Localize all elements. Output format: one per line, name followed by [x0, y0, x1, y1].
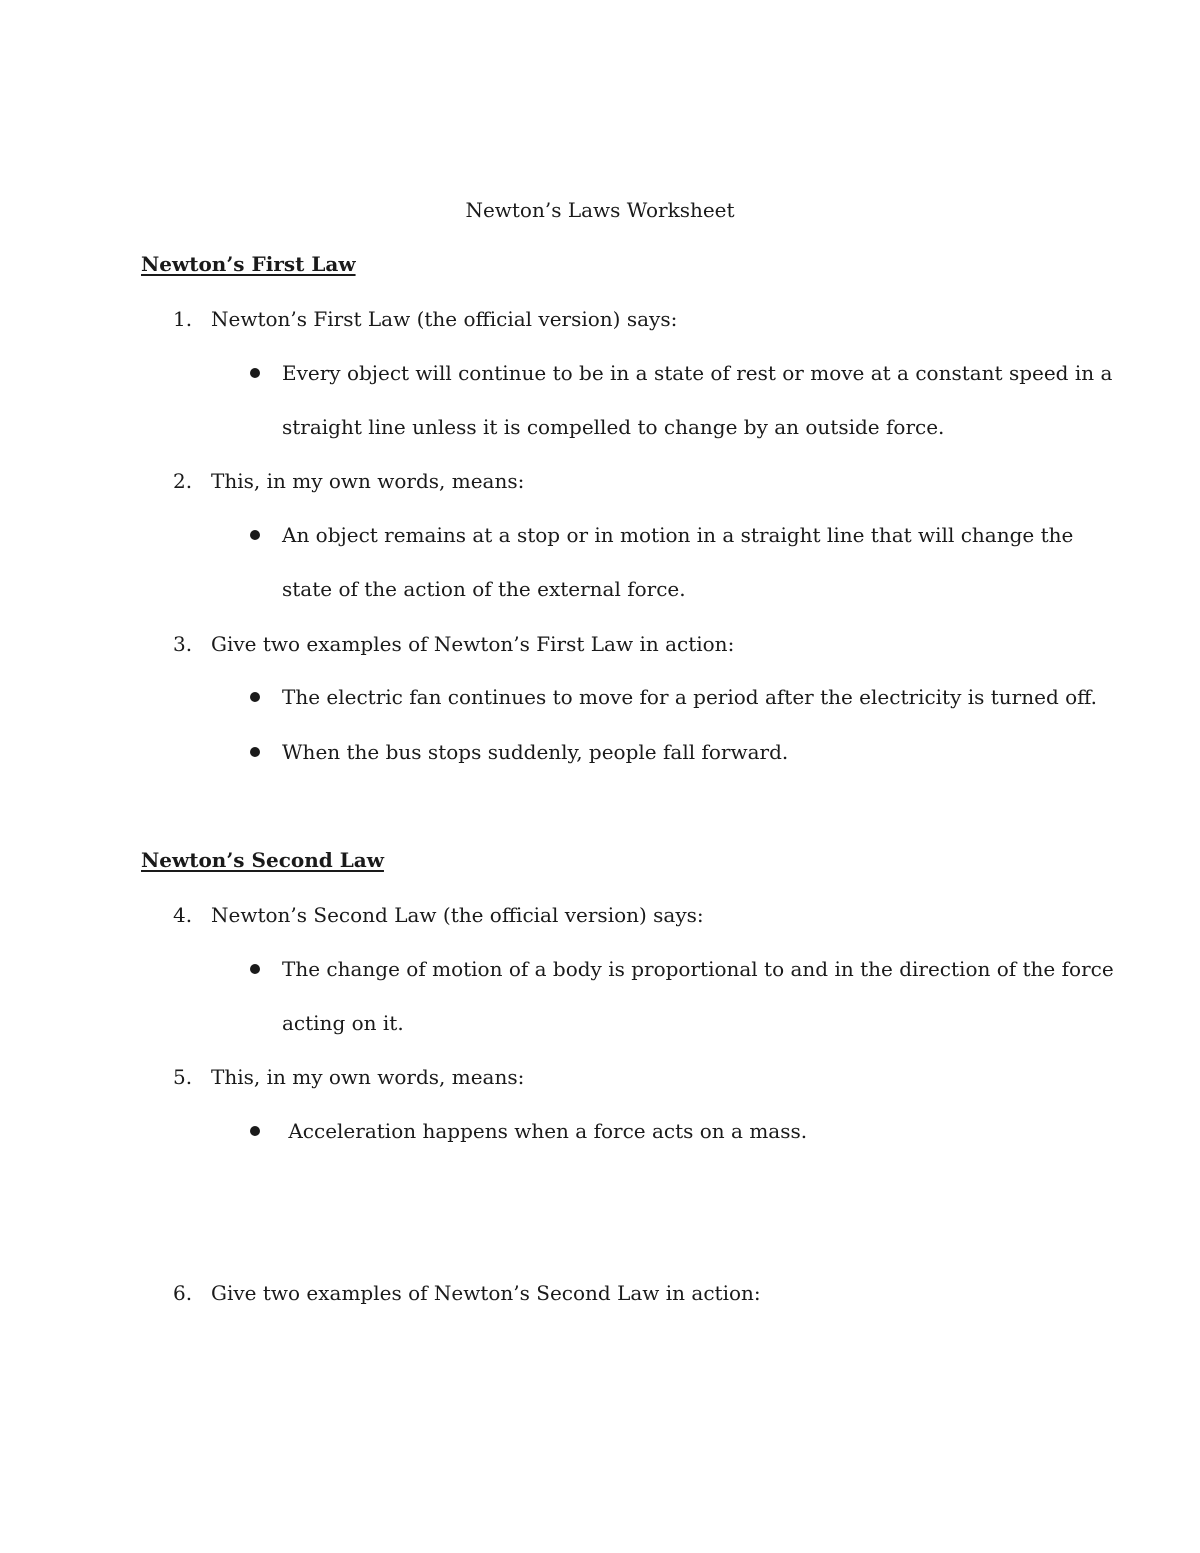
section-heading-second-law: Newton’s Second Law — [141, 848, 384, 872]
question-number: 3. — [173, 632, 193, 656]
page-title: Newton’s Laws Worksheet — [465, 198, 735, 222]
bullet-icon — [250, 964, 260, 974]
bullet-icon — [250, 692, 260, 702]
answer-text: The change of motion of a body is proportional to and in the direction of the force — [282, 957, 1114, 981]
question-text: Give two examples of Newton’s First Law in action: — [211, 632, 735, 656]
question-number: 5. — [173, 1065, 193, 1089]
question-number: 2. — [173, 469, 193, 493]
answer-text: straight line unless it is compelled to change by an outside force. — [282, 415, 945, 439]
answer-text: An object remains at a stop or in motion in a straight line that will change the — [282, 523, 1074, 547]
question-text: This, in my own words, means: — [211, 1065, 525, 1089]
question-text: Newton’s First Law (the official version) says: — [211, 307, 678, 331]
answer-text: state of the action of the external force. — [282, 577, 686, 601]
answer-text: acting on it. — [282, 1011, 404, 1035]
question-number: 4. — [173, 903, 193, 927]
question-number: 1. — [173, 307, 193, 331]
answer-text: When the bus stops suddenly, people fall forward. — [282, 740, 789, 764]
section-heading-first-law: Newton’s First Law — [141, 252, 356, 276]
bullet-icon — [250, 1126, 260, 1136]
question-number: 6. — [173, 1281, 193, 1305]
bullet-icon — [250, 530, 260, 540]
question-text: This, in my own words, means: — [211, 469, 525, 493]
answer-text: The electric fan continues to move for a period after the electricity is turned off. — [282, 685, 1097, 709]
answer-text: Acceleration happens when a force acts on a mass. — [282, 1119, 808, 1143]
answer-text: Every object will continue to be in a state of rest or move at a constant speed in a — [282, 361, 1113, 385]
question-text: Give two examples of Newton’s Second Law in action: — [211, 1281, 761, 1305]
question-text: Newton’s Second Law (the official version) says: — [211, 903, 704, 927]
bullet-icon — [250, 747, 260, 757]
bullet-icon — [250, 368, 260, 378]
